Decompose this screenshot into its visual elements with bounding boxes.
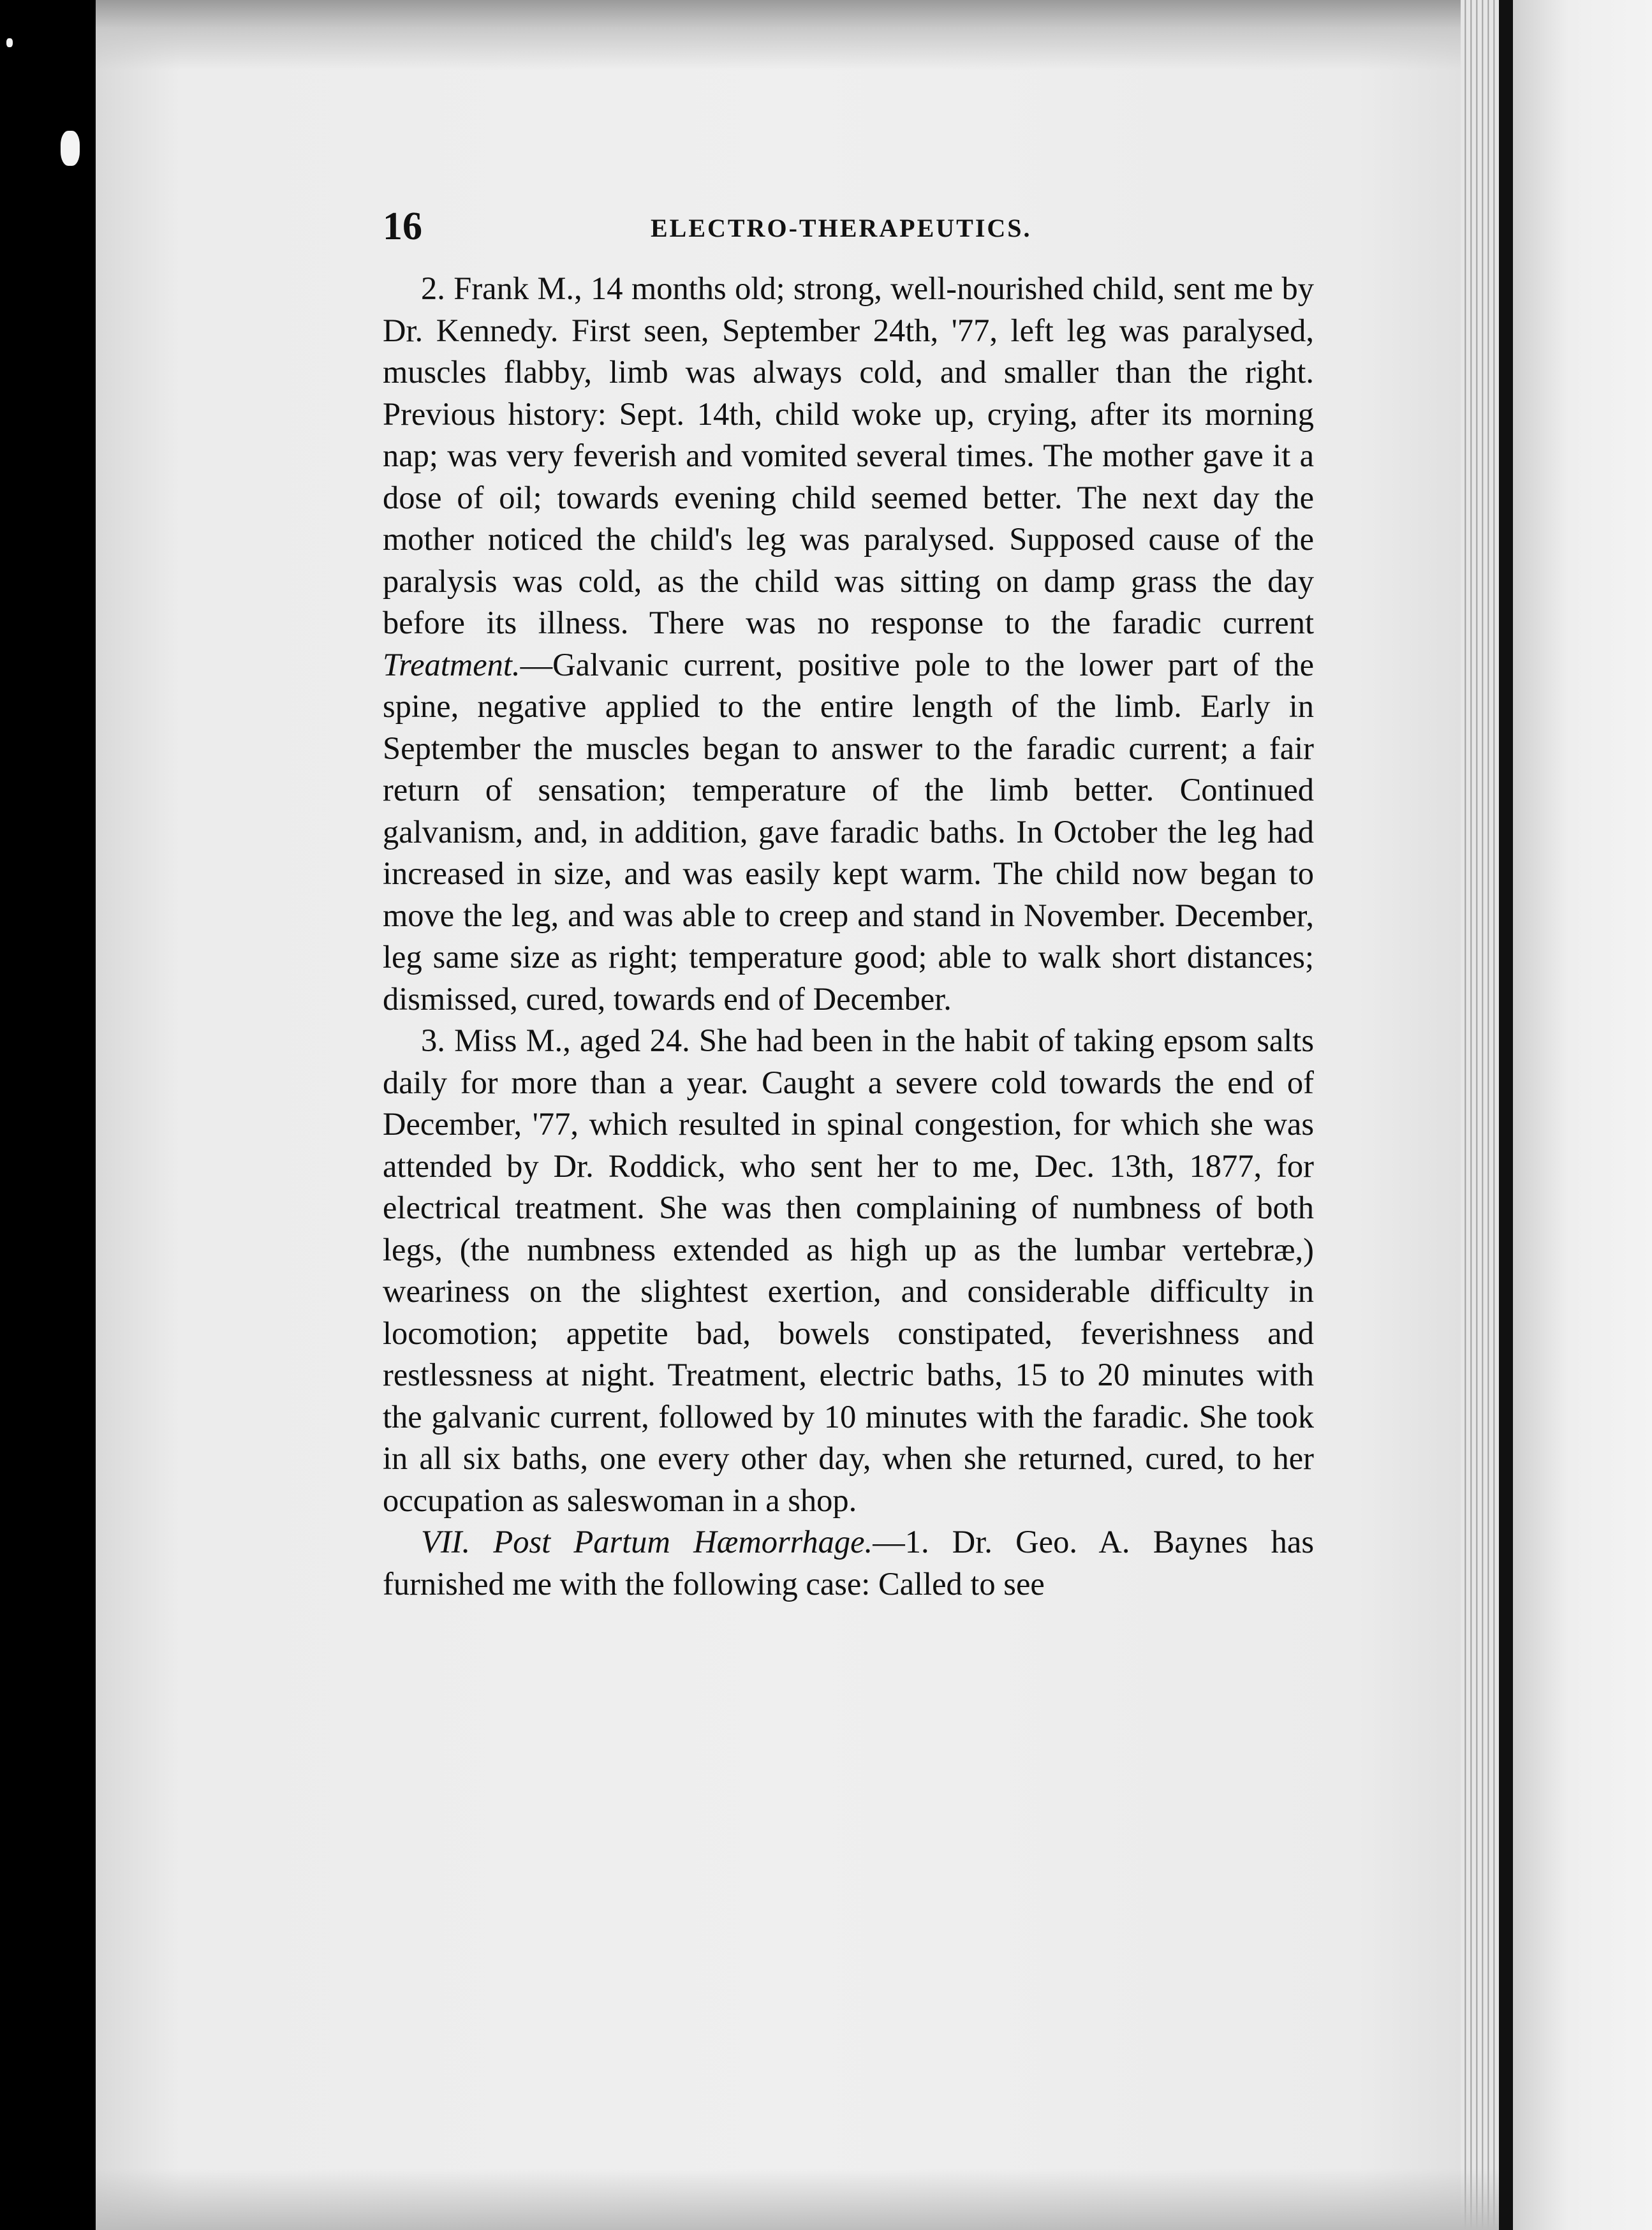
facing-page	[1513, 0, 1652, 2230]
scan-left-border	[0, 0, 96, 2230]
section-heading: VII. Post Partum Hæmorrhage.	[421, 1524, 873, 1560]
book-spine	[1499, 0, 1513, 2230]
paragraph-text: 3. Miss M., aged 24. She had been in the habit of taking epsom salts daily for more than a year. Caught a severe cold towards the end of December, '77, which resulted in spinal congestion, for which she was attended by Dr. Roddick, who sent her to me, Dec. 13th, 1877, for electrical treatment. She was then complaining of numbness of both legs, (the numbness extended as high up as the lumbar vertebræ,) weariness on the slightest exertion, and considerable difficulty in locomotion; appetite bad, bowels constipated, feverishness and restlessness at night. Treatment, electric baths, 15 to 20 minutes with the galvanic current, followed by 10 minutes with the faradic. She took in all six baths, one every other day, when she returned, cured, to her occupation as saleswoman in a shop.	[383, 1023, 1314, 1518]
running-head	[383, 204, 1314, 262]
case-paragraph	[383, 268, 1314, 1020]
paragraph-italic: Treatment.	[383, 646, 520, 683]
paragraph-text: 2. Frank M., 14 months old; strong, well-nourished child, sent me by Dr. Kennedy. First seen, September 24th, '77, left leg was paralysed, muscles flabby, limb was always cold, and smaller than the right. Previous history: Sept. 14th, child woke up, crying, after its morning nap; was very feverish and vomited several times. The mother gave it a dose of oil; towards evening child seemed better. The next day the mother noticed the child's leg was paralysed. Supposed cause of the paralysis was cold, as the child was sitting on damp grass the day before its illness. There was no response to the faradic current	[383, 270, 1314, 640]
paragraph-text: —1. Dr. Geo. A. Baynes has furnished me with the following case: Called to see	[383, 1524, 1314, 1602]
section-paragraph	[383, 1521, 1314, 1605]
running-title: ELECTRO-THERAPEUTICS.	[651, 214, 1032, 242]
case-paragraph	[383, 1020, 1314, 1521]
page-bottom-shade	[96, 2169, 1499, 2230]
page-top-shadow	[96, 0, 1499, 70]
body-text	[383, 268, 1314, 1605]
paragraph-text-continued: —Galvanic current, positive pole to the lower part of the spine, negative applied to the entire length of the limb. Early in September the muscles began to answer to the faradic current; a fair return of sensation; temperature of the limb better. Continued galvanism, and, in addition, gave faradic baths. In October the leg had increased in size, and was easily kept warm. The child now began to move the leg, and was able to creep and stand in November. December, leg same size as right; temperature good; able to walk short distances; dismissed, cured, towards end of December.	[383, 646, 1314, 1017]
page-number: 16	[383, 205, 422, 248]
scan-speck	[6, 38, 13, 47]
page-edge-lines	[1461, 0, 1499, 2230]
scan-speck	[61, 131, 80, 166]
